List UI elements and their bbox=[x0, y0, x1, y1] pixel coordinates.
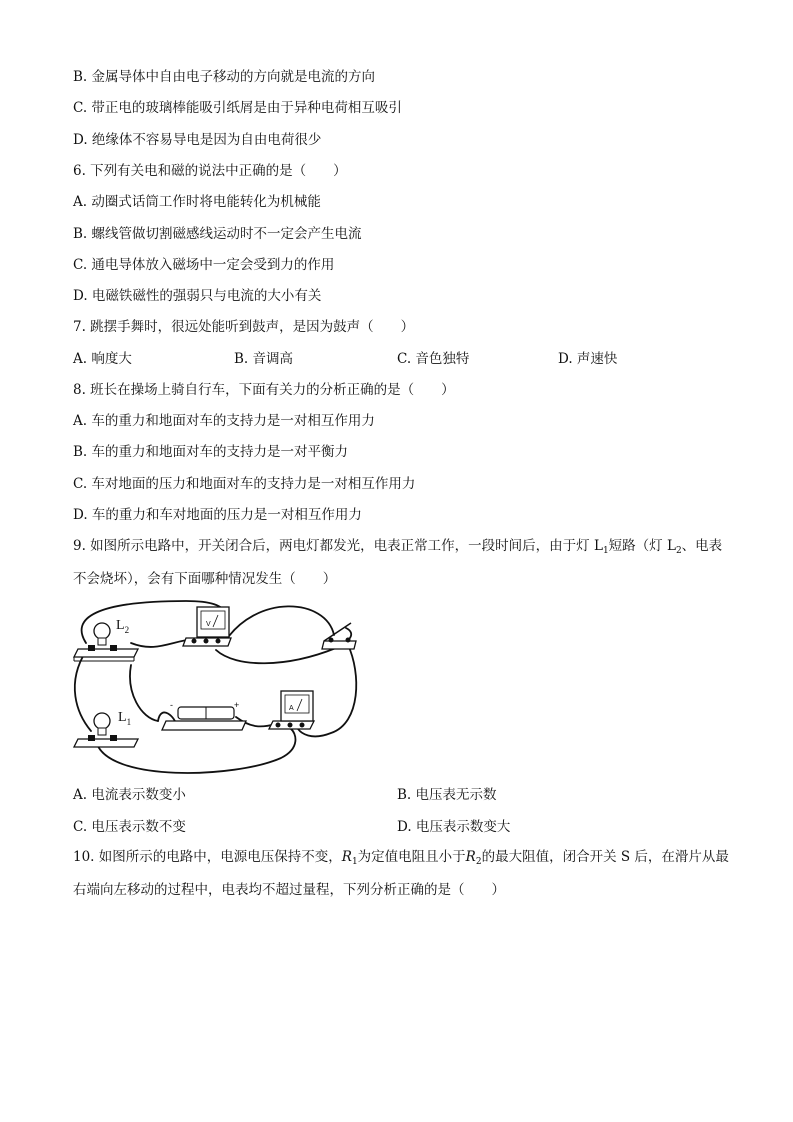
q5-option-c: C. 带正电的玻璃棒能吸引纸屑是由于异种电荷相互吸引 bbox=[73, 100, 402, 116]
q5-option-d: D. 绝缘体不容易导电是因为自由电荷很少 bbox=[73, 132, 322, 148]
q9-stem-part-2: 短路（灯 L bbox=[608, 538, 676, 554]
ammeter bbox=[269, 691, 314, 729]
q8-option-c: C. 车对地面的压力和地面对车的支持力是一对相互作用力 bbox=[73, 476, 416, 492]
q10-part-1: 10. 如图所示的电路中，电源电压保持不变， bbox=[73, 849, 342, 865]
lamp-l1 bbox=[74, 710, 138, 747]
q10-r2-sub: 2 bbox=[475, 857, 482, 867]
q7-stem: 7. 跳摆手舞时，很远处能听到鼓声，是因为鼓声（ ） bbox=[73, 319, 415, 335]
circuit-diagram bbox=[66, 593, 366, 778]
battery-plus: + bbox=[234, 700, 240, 710]
q8-stem: 8. 班长在操场上骑自行车，下面有关力的分析正确的是（ ） bbox=[73, 382, 455, 398]
q6-stem: 6. 下列有关电和磁的说法中正确的是（ ） bbox=[73, 163, 347, 179]
q8-option-b: B. 车的重力和地面对车的支持力是一对平衡力 bbox=[73, 444, 349, 460]
q7-option-d: D. 声速快 bbox=[558, 351, 618, 367]
battery-holder bbox=[162, 700, 246, 730]
q8-option-a: A. 车的重力和地面对车的支持力是一对相互作用力 bbox=[73, 413, 375, 429]
q9-option-c: C. 电压表示数不变 bbox=[73, 819, 186, 835]
q5-option-b: B. 金属导体中自由电子移动的方向就是电流的方向 bbox=[73, 69, 376, 85]
q9-stem-sub-1: 1 bbox=[602, 546, 609, 556]
battery-minus: - bbox=[170, 700, 173, 710]
q6-option-a: A. 动圈式话筒工作时将电能转化为机械能 bbox=[73, 194, 321, 210]
q9-stem-part-1: 9. 如图所示电路中，开关闭合后，两电灯都发光，电表正常工作，一段时间后，由于灯 L bbox=[73, 538, 603, 554]
q10-r2: R bbox=[465, 849, 476, 865]
q7-option-b: B. 音调高 bbox=[234, 351, 294, 367]
wire-l2-to-l1 bbox=[75, 651, 91, 731]
wire-bottom bbox=[96, 729, 295, 773]
q9-option-d: D. 电压表示数变大 bbox=[397, 819, 511, 835]
q10-part-2: 为定值电阻且小于 bbox=[357, 849, 466, 865]
q10-stem bbox=[73, 843, 733, 904]
lamp-l1-label: $L_1$ bbox=[118, 710, 132, 727]
voltmeter-letter: V bbox=[206, 621, 211, 628]
q8-option-d: D. 车的重力和车对地面的压力是一对相互作用力 bbox=[73, 507, 362, 523]
q7-option-c: C. 音色独特 bbox=[397, 351, 470, 367]
q6-option-d: D. 电磁铁磁性的强弱只与电流的大小有关 bbox=[73, 288, 322, 304]
q10-part-3: 的最大阻值，闭合开关 S 后，在滑片从最右端向左移动的过程中，电表均不超过量程，下列分析正确的是（ ） bbox=[73, 849, 729, 898]
q9-option-b: B. 电压表无示数 bbox=[397, 787, 497, 803]
voltmeter bbox=[183, 607, 231, 646]
q9-stem-sub-2: 2 bbox=[675, 546, 682, 556]
q6-option-c: C. 通电导体放入磁场中一定会受到力的作用 bbox=[73, 257, 335, 273]
lamp-l2-label: $L_2$ bbox=[116, 618, 130, 635]
wire-voltmeter-top bbox=[224, 606, 334, 643]
q9-option-a: A. 电流表示数变小 bbox=[73, 787, 186, 803]
q9-stem-part-3: 、电表不会烧坏），会有下面哪种情况发生（ ） bbox=[73, 538, 723, 587]
q9-stem bbox=[73, 532, 733, 593]
q7-option-a: A. 响度大 bbox=[73, 351, 132, 367]
q10-r1: R bbox=[341, 849, 352, 865]
q10-r1-sub: 1 bbox=[351, 857, 358, 867]
wire-l2-down bbox=[130, 665, 158, 721]
q6-option-b: B. 螺线管做切割磁感线运动时不一定会产生电流 bbox=[73, 226, 362, 242]
ammeter-letter: A bbox=[289, 705, 294, 712]
